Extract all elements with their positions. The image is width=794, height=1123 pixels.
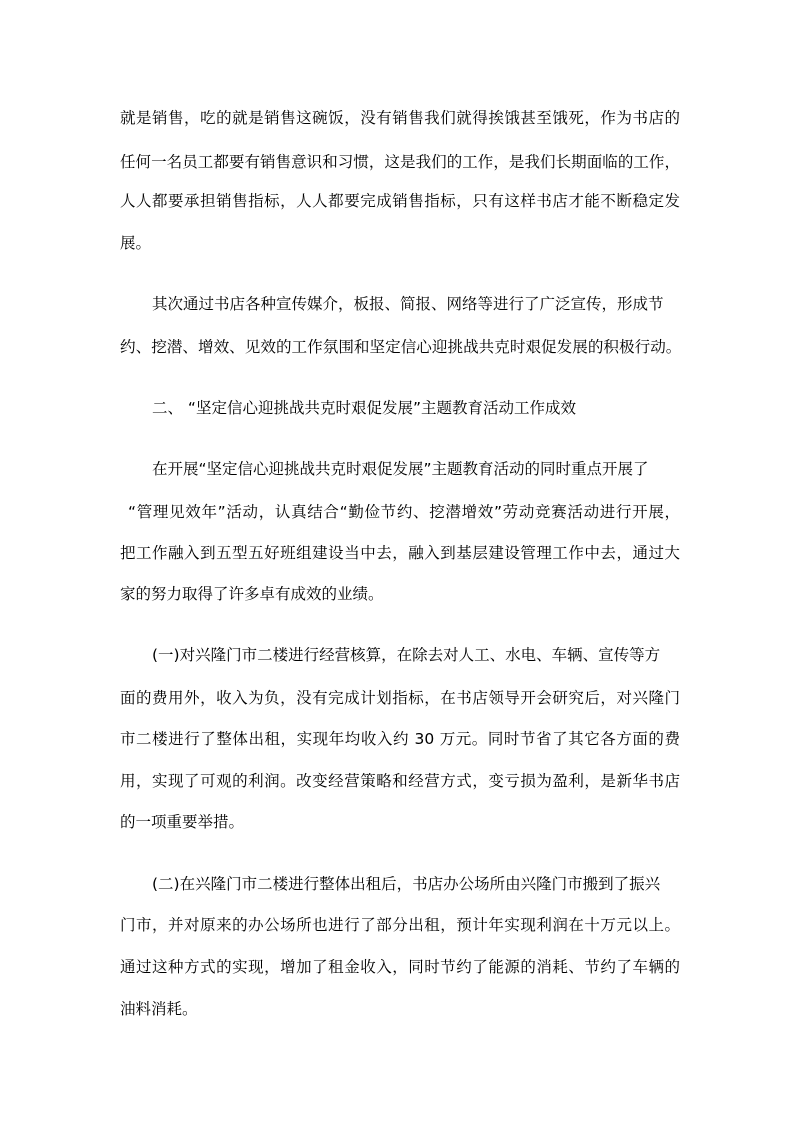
paragraph-3-line-4: 家的努力取得了许多卓有成效的业绩。 [120, 585, 384, 603]
paragraph-4-line-2: 面的费用外，收入为负，没有完成计划指标，在书店领导开会研究后，对兴隆门 [120, 689, 680, 707]
paragraph-1-line-1: 就是销售，吃的就是销售这碗饭，没有销售我们就得挨饿甚至饿死，作为书店的 [120, 109, 680, 127]
paragraph-5-line-1: (二)在兴隆门市二楼进行整体出租后，书店办公场所由兴隆门市搬到了振兴 [152, 875, 661, 893]
paragraph-4-line-4: 用，实现了可观的利润。改变经营策略和经营方式，变亏损为盈利，是新华书店 [120, 772, 680, 790]
paragraph-1-line-3: 人人都要承担销售指标，人人都要完成销售指标，只有这样书店才能不断稳定发 [120, 192, 680, 210]
section-heading: 二、 “坚定信心迎挑战共克时艰促发展”主题教育活动工作成效 [152, 399, 576, 417]
paragraph-3-line-2: “管理见效年”活动，认真结合“勤俭节约、挖潜增效”劳动竞赛活动进行开展， [128, 503, 680, 521]
paragraph-5-line-4: 油料消耗。 [120, 1000, 198, 1018]
paragraph-1-line-2: 任何一名员工都要有销售意识和习惯，这是我们的工作，是我们长期面临的工作， [120, 153, 680, 171]
paragraph-4-line-3: 市二楼进行了整体出租，实现年均收入约 30 万元。同时节省了其它各方面的费 [120, 730, 680, 748]
paragraph-3-line-3: 把工作融入到五型五好班组建设当中去，融入到基层建设管理工作中去，通过大 [120, 544, 680, 562]
paragraph-5-line-2: 门市，并对原来的办公场所也进行了部分出租，预计年实现利润在十万元以上。 [120, 916, 680, 934]
paragraph-4-line-1: (一)对兴隆门市二楼进行经营核算，在除去对人工、水电、车辆、宣传等方 [152, 646, 661, 664]
paragraph-5-line-3: 通过这种方式的实现，增加了租金收入，同时节约了能源的消耗、节约了车辆的 [120, 958, 680, 976]
paragraph-1-line-4: 展。 [120, 234, 152, 252]
paragraph-2-line-2: 约、挖潜、增效、见效的工作氛围和坚定信心迎挑战共克时艰促发展的积极行动。 [120, 338, 682, 356]
paragraph-4-line-5: 的一项重要举措。 [120, 813, 245, 831]
paragraph-3-line-1: 在开展“坚定信心迎挑战共克时艰促发展”主题教育活动的同时重点开展了 [152, 460, 649, 478]
paragraph-2-line-1: 其次通过书店各种宣传媒介，板报、简报、网络等进行了广泛宣传，形成节 [152, 295, 664, 313]
